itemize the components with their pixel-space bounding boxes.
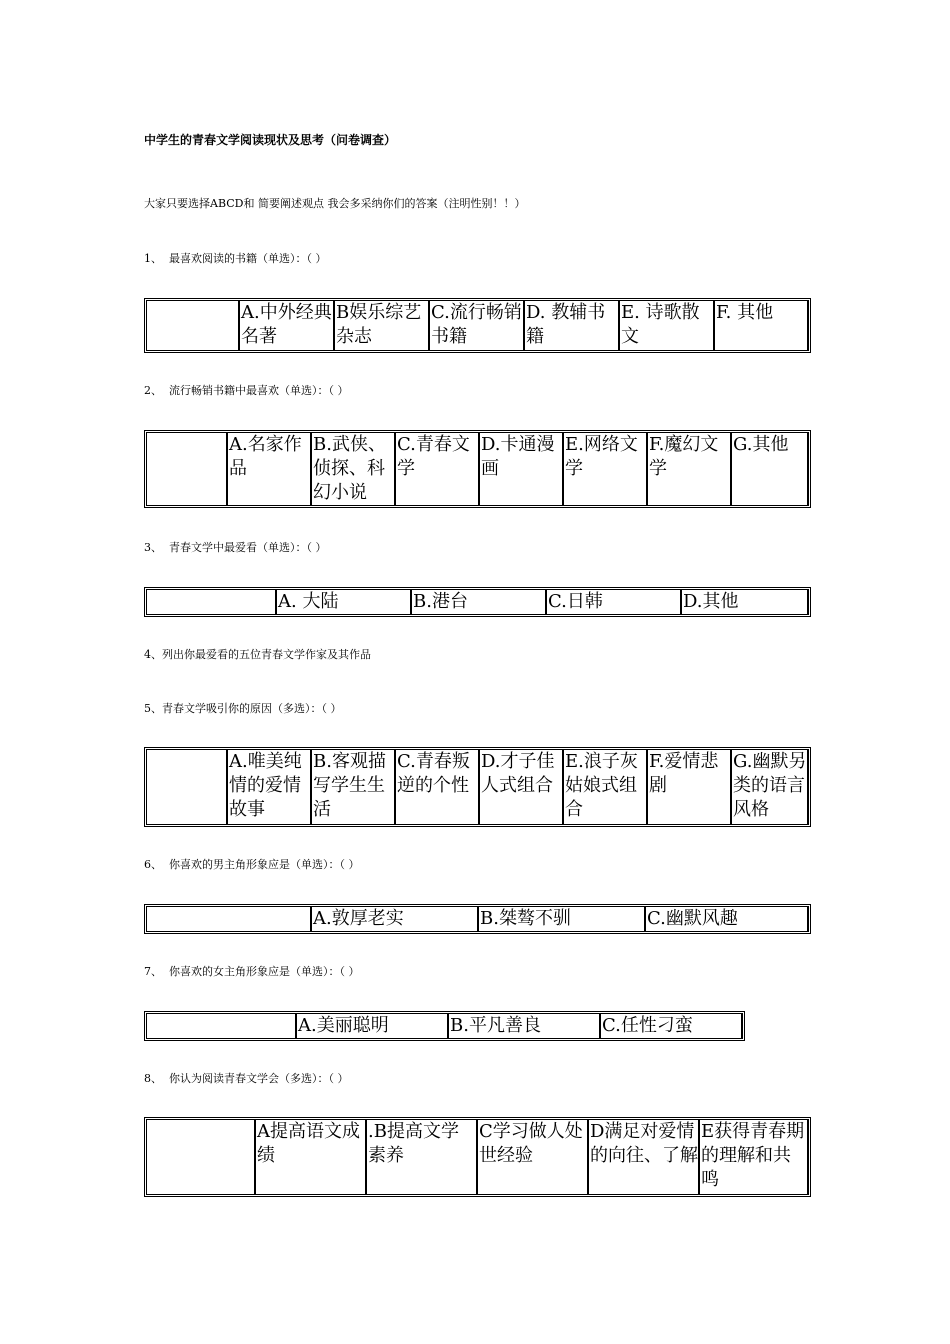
option-8e[interactable]: E获得青春期的理解和共鸣 — [699, 1120, 808, 1194]
question-5-options-table — [144, 747, 811, 827]
blank-cell — [147, 1120, 255, 1194]
question-7-options-table — [144, 1011, 745, 1041]
option-1d[interactable]: D. 教辅书籍 — [524, 301, 619, 350]
option-5d[interactable]: D.才子佳人式组合 — [479, 750, 563, 824]
blank-cell — [147, 590, 276, 614]
option-5a[interactable]: A.唯美纯情的爱情故事 — [227, 750, 311, 824]
option-7b[interactable]: B.平凡善良 — [448, 1014, 600, 1038]
blank-cell — [147, 907, 311, 931]
blank-cell — [147, 750, 227, 824]
document-title: 中学生的青春文学阅读现状及思考（问卷调查） — [144, 133, 397, 147]
question-5-text: 5、青春文学吸引你的原因（多选）：（ ） — [144, 702, 342, 715]
option-8b[interactable]: .B提高文学素养 — [366, 1120, 477, 1194]
question-1-text: 1、 最喜欢阅读的书籍（单选）：（ ） — [144, 252, 327, 265]
question-1-options-table — [144, 298, 811, 353]
option-2c[interactable]: C.青春文学 — [395, 433, 479, 505]
question-6-text: 6、 你喜欢的男主角形象应是（单选）：（ ） — [144, 858, 360, 871]
option-1a[interactable]: A.中外经典名著 — [239, 301, 334, 350]
option-6a[interactable]: A.敦厚老实 — [311, 907, 478, 931]
question-8-text: 8、 你认为阅读青春文学会（多选）：（ ） — [144, 1072, 349, 1085]
option-1f[interactable]: F. 其他 — [714, 301, 808, 350]
option-5e[interactable]: E.浪子灰姑娘式组合 — [563, 750, 647, 824]
option-6b[interactable]: B.桀骜不驯 — [478, 907, 645, 931]
option-2b[interactable]: B.武侠、侦探、科幻小说 — [311, 433, 395, 505]
option-1b[interactable]: B娱乐综艺杂志 — [334, 301, 429, 350]
blank-cell — [147, 433, 227, 505]
option-8d[interactable]: D满足对爱情的向往、了解 — [588, 1120, 699, 1194]
question-3-text: 3、 青春文学中最爱看（单选）：（ ） — [144, 541, 327, 554]
option-7c[interactable]: C.任性刁蛮 — [600, 1014, 742, 1038]
option-8a[interactable]: A提高语文成绩 — [255, 1120, 366, 1194]
intro-text: 大家只要选择ABCD和 简要阐述观点 我会多采纳你们的答案（注明性别！！） — [144, 197, 526, 210]
option-5b[interactable]: B.客观描写学生生活 — [311, 750, 395, 824]
question-3-options-table — [144, 587, 811, 617]
option-1c[interactable]: C.流行畅销书籍 — [429, 301, 524, 350]
question-4-text: 4、列出你最爱看的五位青春文学作家及其作品 — [144, 648, 371, 661]
question-8-options-table — [144, 1117, 811, 1197]
option-3c[interactable]: C.日韩 — [546, 590, 681, 614]
option-5f[interactable]: F.爱情悲剧 — [647, 750, 731, 824]
question-2-text: 2、 流行畅销书籍中最喜欢（单选）：（ ） — [144, 384, 349, 397]
option-8c[interactable]: C学习做人处世经验 — [477, 1120, 588, 1194]
question-2-options-table — [144, 430, 811, 508]
question-6-options-table — [144, 904, 811, 934]
option-7a[interactable]: A.美丽聪明 — [296, 1014, 448, 1038]
blank-cell — [147, 1014, 296, 1038]
option-3b[interactable]: B.港台 — [411, 590, 546, 614]
option-3a[interactable]: A. 大陆 — [276, 590, 411, 614]
option-5g[interactable]: G.幽默另类的语言风格 — [731, 750, 808, 824]
blank-cell — [147, 301, 239, 350]
option-6c[interactable]: C.幽默风趣 — [645, 907, 808, 931]
question-7-text: 7、 你喜欢的女主角形象应是（单选）：（ ） — [144, 965, 360, 978]
option-2a[interactable]: A.名家作品 — [227, 433, 311, 505]
option-1e[interactable]: E. 诗歌散文 — [619, 301, 714, 350]
option-3d[interactable]: D.其他 — [681, 590, 808, 614]
option-2f[interactable]: F.魔幻文学 — [647, 433, 731, 505]
option-2d[interactable]: D.卡通漫画 — [479, 433, 563, 505]
option-2g[interactable]: G.其他 — [731, 433, 808, 505]
option-5c[interactable]: C.青春叛逆的个性 — [395, 750, 479, 824]
option-2e[interactable]: E.网络文学 — [563, 433, 647, 505]
